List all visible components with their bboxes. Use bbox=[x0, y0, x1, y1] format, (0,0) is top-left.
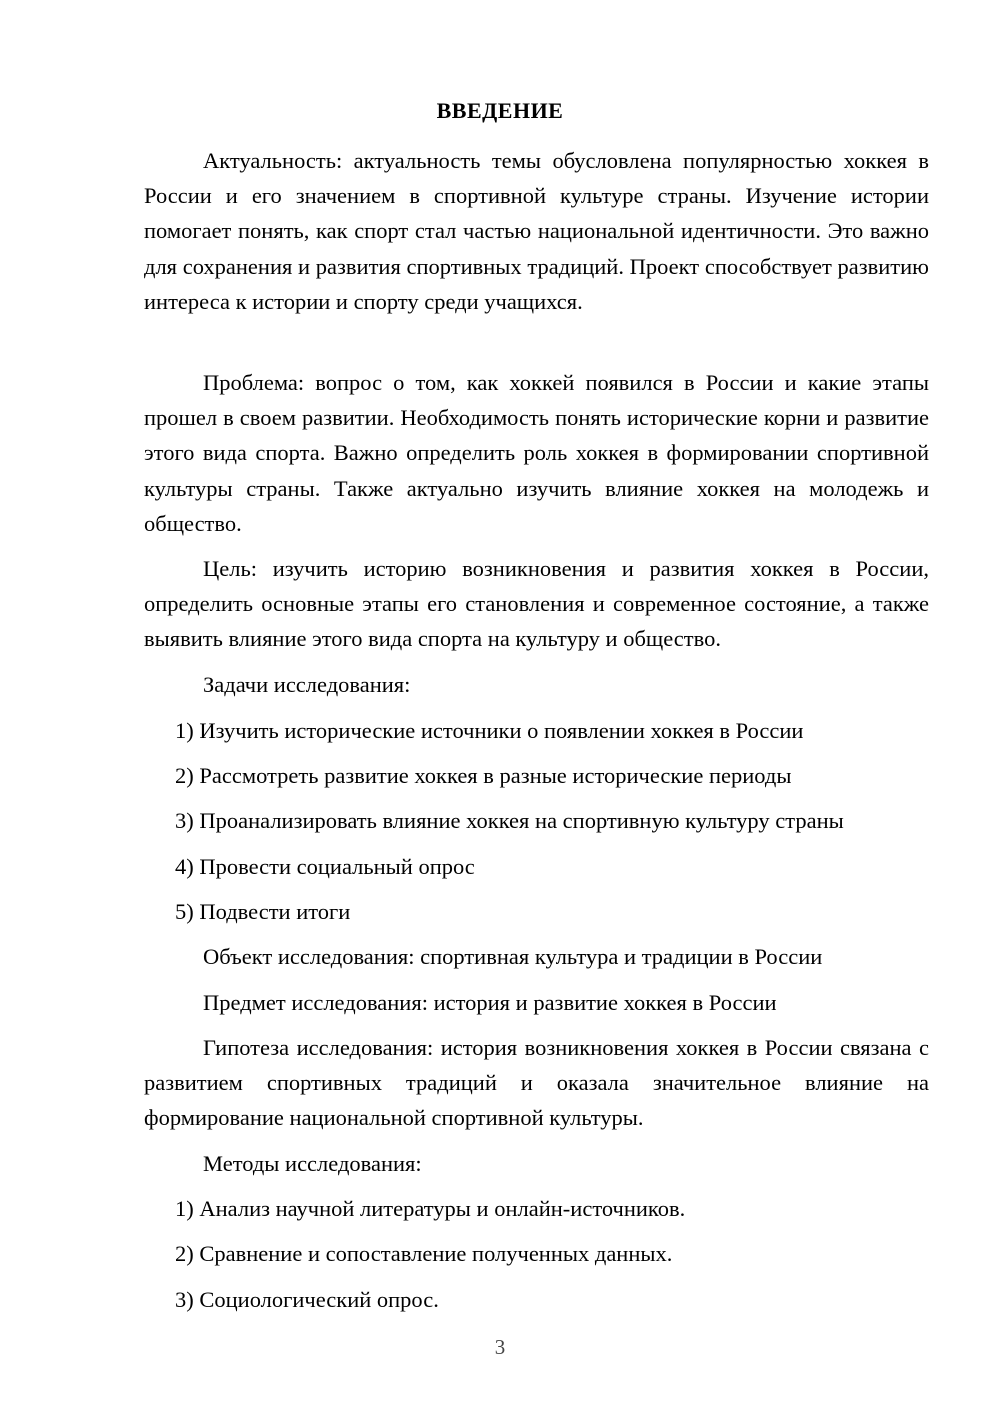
task-item: 4) Провести социальный опрос bbox=[175, 854, 475, 879]
tasks-heading: Задачи исследования: bbox=[203, 672, 411, 697]
task-item: 1) Изучить исторические источники о появлении хоккея в России bbox=[175, 718, 804, 743]
task-item: 5) Подвести итоги bbox=[175, 899, 351, 924]
method-item: 3) Социологический опрос. bbox=[175, 1287, 439, 1312]
paragraph-goal: Цель: изучить историю возникновения и развития хоккея в России, определить основные этапы его становления и современное состояние, а также выявить влияние этого вида спорта на культуру и общество. bbox=[144, 556, 929, 652]
research-subject: Предмет исследования: история и развитие хоккея в России bbox=[203, 990, 777, 1015]
task-item: 3) Проанализировать влияние хоккея на спортивную культуру страны bbox=[175, 808, 844, 833]
method-item: 1) Анализ научной литературы и онлайн-источников. bbox=[175, 1196, 686, 1221]
page-number: 3 bbox=[494, 1335, 506, 1359]
paragraph-hypothesis: Гипотеза исследования: история возникновения хоккея в России связана с развитием спортивных традиций и оказала значительное влияние на формирование национальной спортивной культуры. bbox=[144, 1035, 929, 1131]
page-title: ВВЕДЕНИЕ bbox=[436, 98, 564, 123]
paragraph-problem: Проблема: вопрос о том, как хоккей появился в России и какие этапы прошел в своем развитии. Необходимость понять исторические корни и развитие этого вида спорта. Важно определить роль хоккея в формировании спортивной культуры страны. Также актуально изучить влияние хоккея на молодежь и общество. bbox=[144, 370, 929, 536]
method-item: 2) Сравнение и сопоставление полученных данных. bbox=[175, 1241, 673, 1266]
task-item: 2) Рассмотреть развитие хоккея в разные исторические периоды bbox=[175, 763, 792, 788]
paragraph-relevance: Актуальность: актуальность темы обусловлена популярностью хоккея в России и его значением в спортивной культуре страны. Изучение истории помогает понять, как спорт стал частью национальной идентичности. Это важно для сохранения и развития спортивных традиций. Проект способствует развитию интереса к истории и спорту среди учащихся. bbox=[144, 148, 929, 314]
research-object: Объект исследования: спортивная культура и традиции в России bbox=[203, 944, 823, 969]
methods-heading: Методы исследования: bbox=[203, 1151, 422, 1176]
